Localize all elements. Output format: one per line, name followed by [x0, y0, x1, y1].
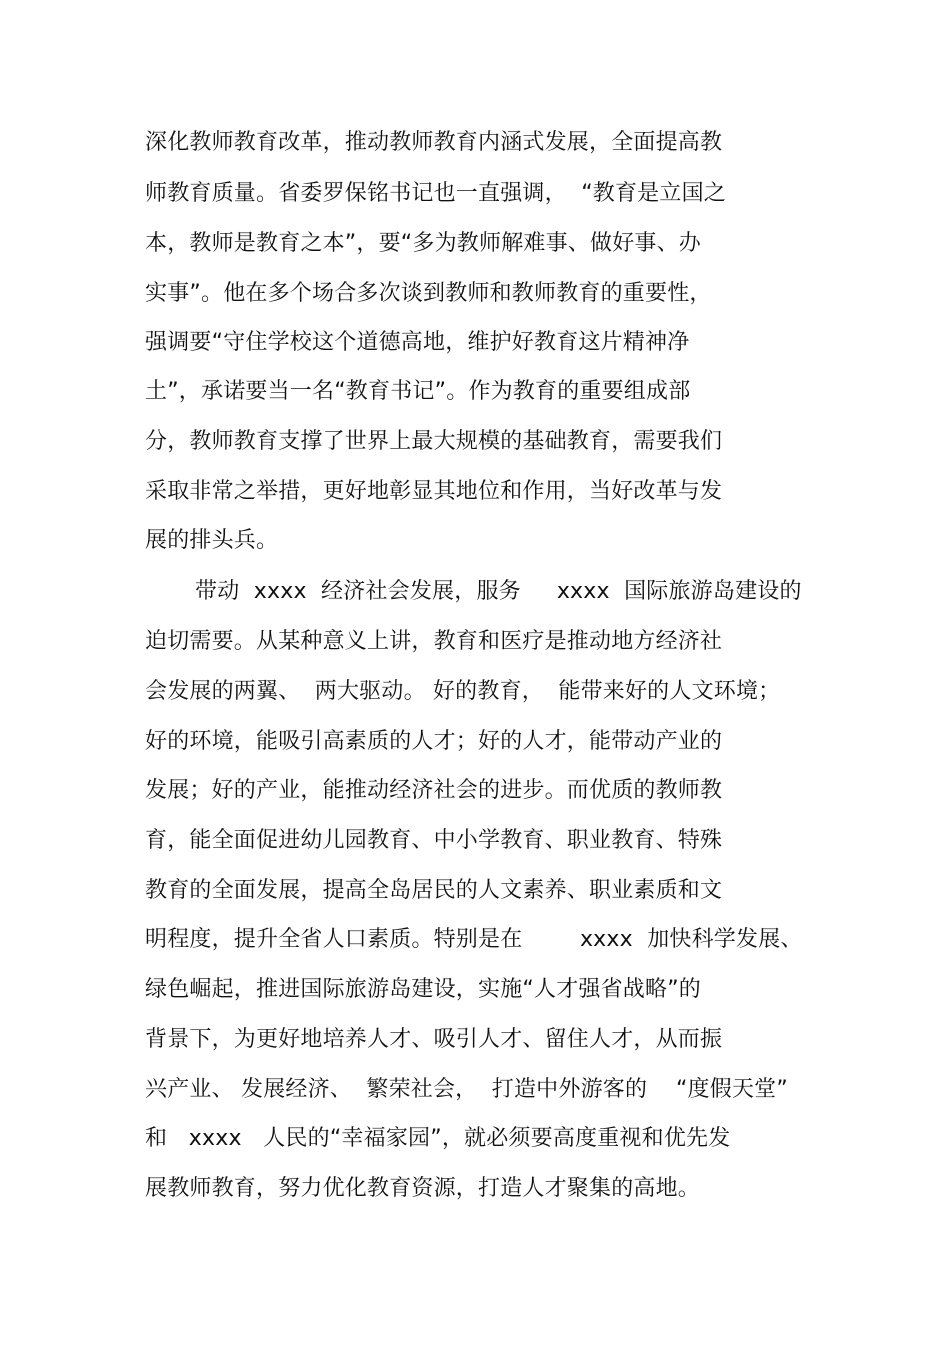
text-line: 会发展的两翼、 两大驱动。 好的教育， 能带来好的人文环境； [145, 679, 781, 704]
paragraph-first-line: 带动 xxxx 经济社会发展，服务 xxxx 国际旅游岛建设的 [195, 579, 802, 604]
text-line: 教育的全面发展，提高全岛居民的人文素养、职业素质和文 [145, 878, 723, 903]
text-line: 背景下，为更好地培养人才、吸引人才、留住人才，从而振 [145, 1027, 723, 1052]
text-line: 强调要“守住学校这个道德高地，维护好教育这片精神净 [145, 330, 690, 355]
text-line: 展的排头兵。 [145, 528, 279, 553]
text-line: 迫切需要。从某种意义上讲，教育和医疗是推动地方经济社 [145, 629, 723, 654]
text-line: 明程度，提升全省人口素质。特别是在 xxxx 加快科学发展、 [145, 927, 803, 952]
text-line: 本，教师是教育之本”，要“多为教师解难事、做好事、办 [145, 231, 701, 256]
text-line: 绿色崛起，推进国际旅游岛建设，实施“人才强省战略”的 [145, 977, 701, 1002]
text-line: 采取非常之举措，更好地彰显其地位和作用，当好改革与发 [145, 479, 723, 504]
text-line: 分，教师教育支撑了世界上最大规模的基础教育，需要我们 [145, 429, 723, 454]
text-line: 兴产业、 发展经济、 繁荣社会， 打造中外游客的 “度假天堂” [145, 1077, 788, 1102]
text-line: 发展；好的产业，能推动经济社会的进步。而优质的教师教 [145, 778, 723, 803]
text-line: 土”，承诺要当一名“教育书记”。作为教育的重要组成部 [145, 379, 691, 404]
text-line: 实事”。他在多个场合多次谈到教师和教师教育的重要性， [145, 281, 712, 306]
text-line: 展教师教育，努力优化教育资源，打造人才聚集的高地。 [145, 1176, 701, 1201]
text-line: 师教育质量。省委罗保铭书记也一直强调， “教育是立国之 [145, 181, 726, 206]
text-line: 和 xxxx 人民的“幸福家园”，就必须要高度重视和优先发 [145, 1126, 731, 1151]
text-line: 育，能全面促进幼儿园教育、中小学教育、职业教育、特殊 [145, 828, 723, 853]
text-line: 好的环境，能吸引高素质的人才；好的人才，能带动产业的 [145, 729, 723, 754]
text-line: 深化教师教育改革，推动教师教育内涵式发展，全面提高教 [145, 130, 723, 155]
